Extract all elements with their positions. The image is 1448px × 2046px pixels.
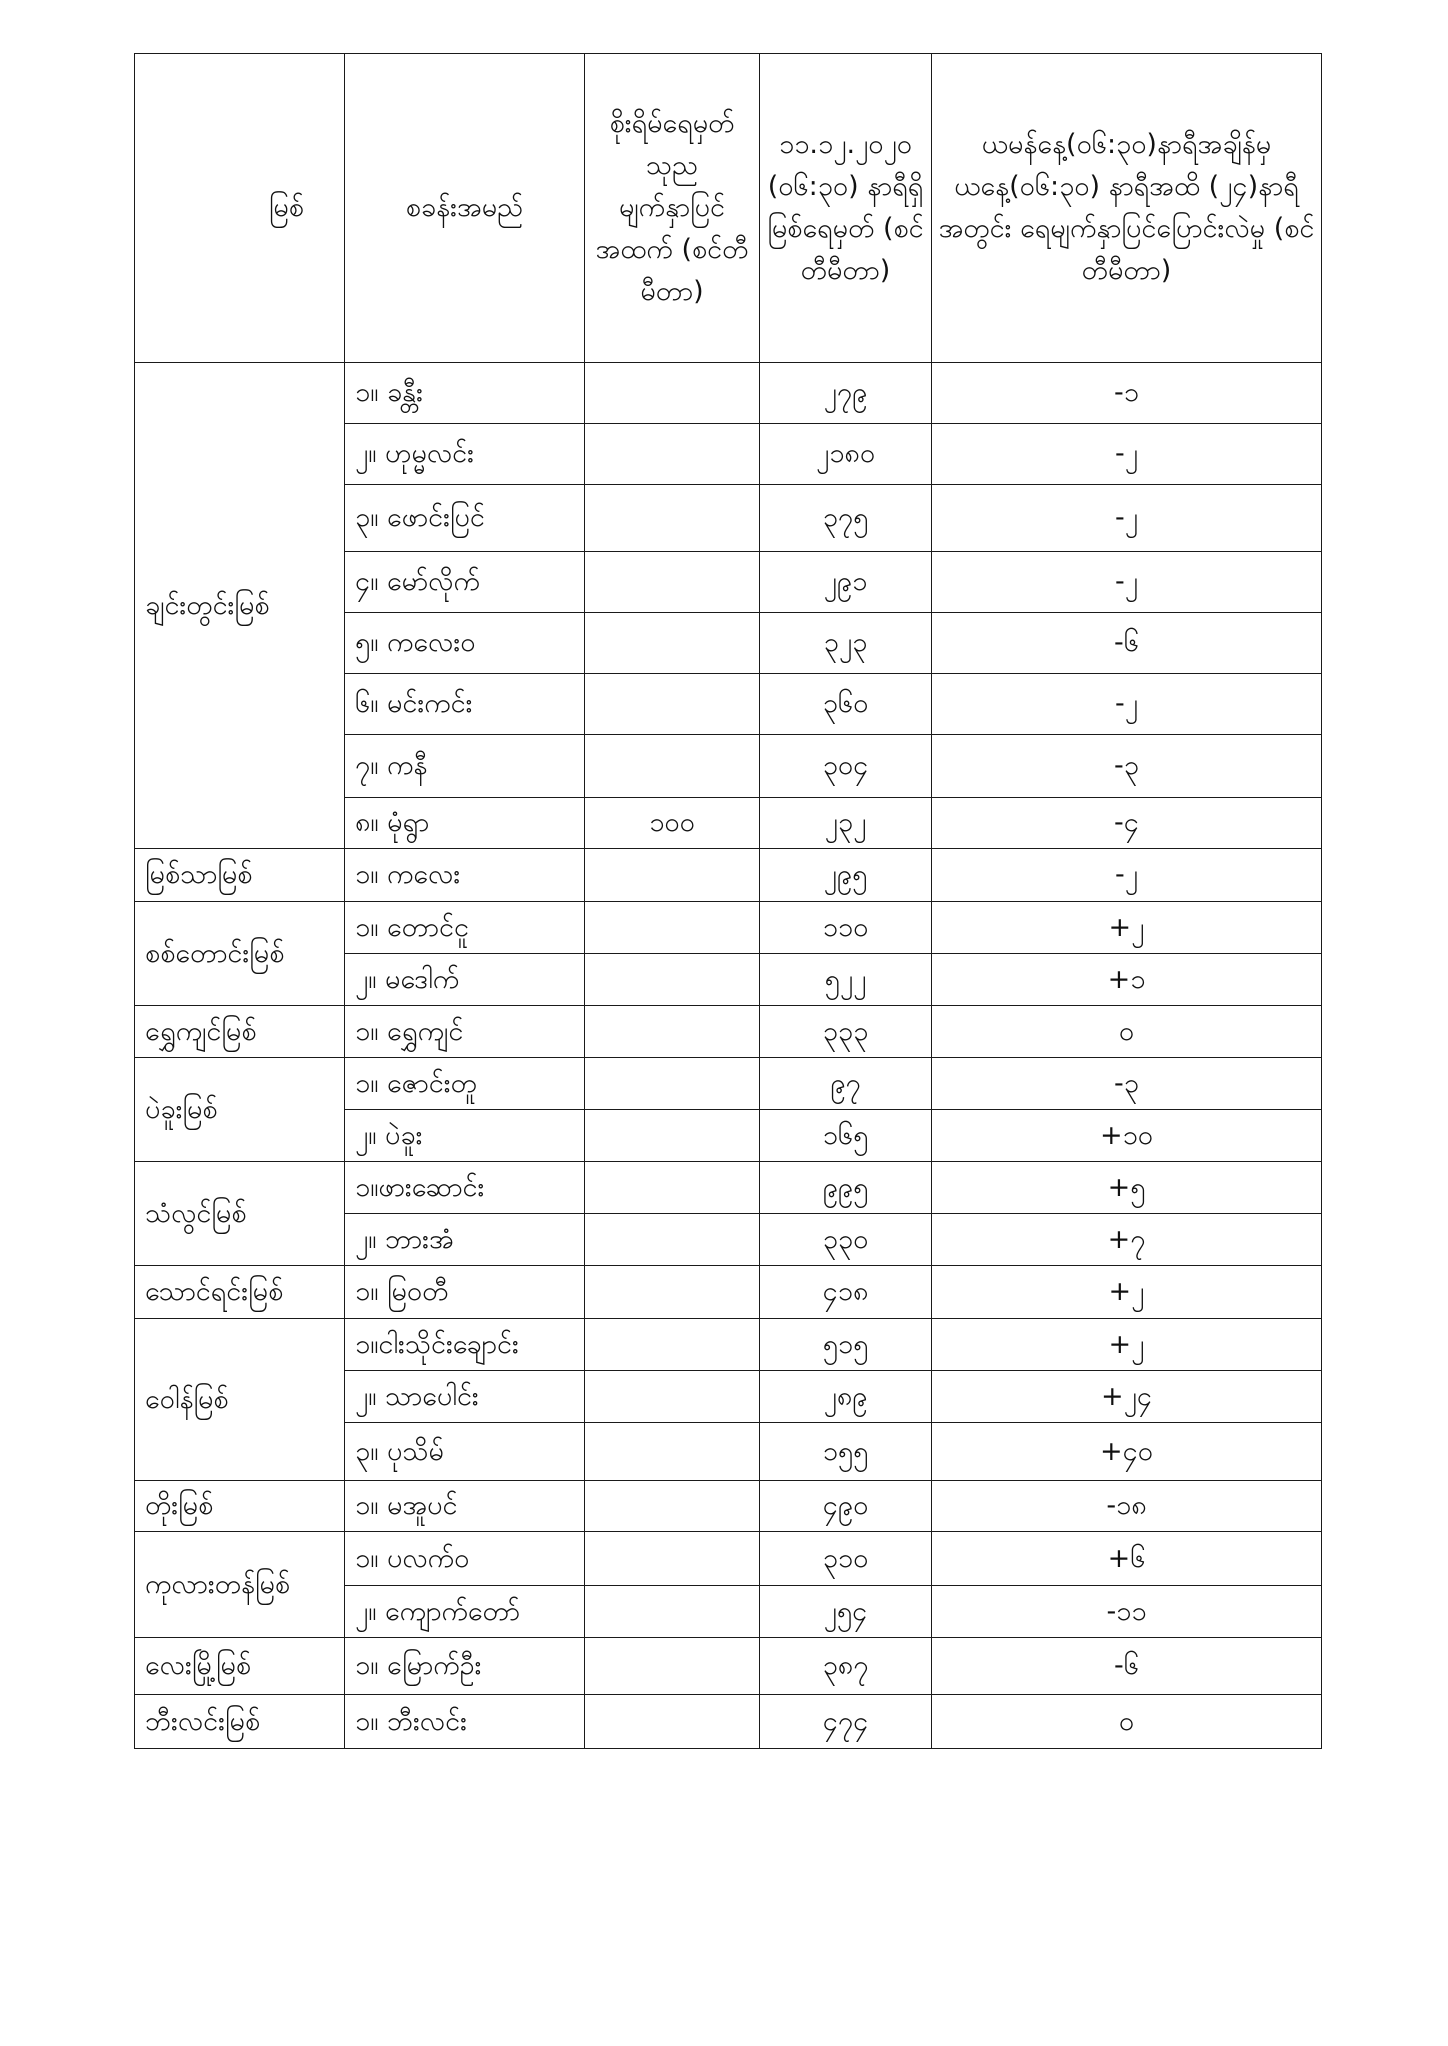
level-change-cell: -၂ [932,485,1322,552]
water-level-cell: ၃၈၇ [760,1638,932,1695]
level-change-cell: +၂ [932,1319,1322,1371]
level-change-cell: -၁ [932,363,1322,424]
station-name-cell: ၄။ မော်လိုက် [345,552,585,613]
level-change-cell: +၁ [932,954,1322,1006]
table-row [135,1162,1322,1214]
danger-level-cell [585,1481,760,1532]
station-name-cell: ၃။ ဖောင်းပြင် [345,485,585,552]
water-level-cell: ၂၈၉ [760,1371,932,1423]
header-24h-change: ယမန်နေ့(၀၆:၃၀)နာရီအချိန်မှ ယနေ့(၀၆:၃၀) နာရီအထိ (၂၄)နာရီအတွင်း ရေမျက်နှာပြင်ပြောင်းလဲမှု (စင်တီမီတာ) [932,54,1322,363]
station-name-cell: ၁။ ကလေး [345,849,585,902]
level-change-cell: +၂၄ [932,1371,1322,1423]
water-level-cell: ၉၉၅ [760,1162,932,1214]
level-change-cell: +၂ [932,1266,1322,1319]
station-name-cell: ၁။ငါးသိုင်းချောင်း [345,1319,585,1371]
water-level-cell: ၂၁၈၀ [760,424,932,485]
level-change-cell: -၂ [932,674,1322,735]
station-name-cell: ၁။ တောင်ငူ [345,902,585,954]
station-name-cell: ၁။ ပလက်ဝ [345,1532,585,1586]
level-change-cell: -၂ [932,552,1322,613]
water-level-cell: ၃၂၃ [760,613,932,674]
level-change-cell: +၂ [932,902,1322,954]
river-name-cell: ရွှေကျင်မြစ် [135,1006,345,1058]
table-row [135,1532,1322,1586]
river-name-cell: တိုးမြစ် [135,1481,345,1532]
level-change-cell: -၃ [932,735,1322,798]
level-change-cell: ၀ [932,1695,1322,1749]
water-level-cell: ၃၆၀ [760,674,932,735]
danger-level-cell [585,1423,760,1481]
level-change-cell: -၆ [932,1638,1322,1695]
danger-level-cell [585,485,760,552]
water-level-cell: ၃၃၀ [760,1214,932,1266]
water-level-cell: ၅၂၂ [760,954,932,1006]
danger-level-cell [585,674,760,735]
table-row [135,849,1322,902]
water-level-cell: ၅၁၅ [760,1319,932,1371]
level-change-cell: -၆ [932,613,1322,674]
water-level-cell: ၂၅၄ [760,1586,932,1638]
water-level-cell: ၄၁၈ [760,1266,932,1319]
station-name-cell: ၆။ မင်းကင်း [345,674,585,735]
level-change-cell: +၇ [932,1214,1322,1266]
table-row [135,1319,1322,1371]
station-name-cell: ၈။ မုံရွာ [345,798,585,849]
danger-level-cell [585,954,760,1006]
station-name-cell: ၁။ ခန္တီး [345,363,585,424]
table-row [135,1058,1322,1110]
danger-level-cell [585,1214,760,1266]
danger-level-cell [585,1638,760,1695]
header-water-level: ၁၁.၁၂.၂၀၂၀ (၀၆:၃၀) နာရီရှိ မြစ်ရေမှတ် (စင်တီမီတာ) [760,54,932,363]
station-name-cell: ၅။ ကလေးဝ [345,613,585,674]
station-name-cell: ၂။ ပဲခူး [345,1110,585,1162]
water-level-cell: ၂၇၉ [760,363,932,424]
station-name-cell: ၂။ ကျောက်တော် [345,1586,585,1638]
river-name-cell: ကုလားတန်မြစ် [135,1532,345,1638]
river-name-cell: ဘီးလင်းမြစ် [135,1695,345,1749]
water-level-cell: ၃၁၀ [760,1532,932,1586]
level-change-cell: -၄ [932,798,1322,849]
station-name-cell: ၂။ ဘားအံ [345,1214,585,1266]
station-name-cell: ၂။ မဒေါက် [345,954,585,1006]
danger-level-cell [585,1586,760,1638]
station-name-cell: ၂။ သာပေါင်း [345,1371,585,1423]
danger-level-cell: ၁၀၀ [585,798,760,849]
table-header [135,54,1322,363]
river-name-cell: သောင်ရင်းမြစ် [135,1266,345,1319]
table-row [135,1006,1322,1058]
danger-level-cell [585,1266,760,1319]
level-change-cell: +၅ [932,1162,1322,1214]
danger-level-cell [585,1532,760,1586]
water-level-cell: ၄၇၄ [760,1695,932,1749]
danger-level-cell [585,1319,760,1371]
water-level-cell: ၁၅၅ [760,1423,932,1481]
water-level-cell: ၉၇ [760,1058,932,1110]
level-change-cell: -၁၁ [932,1586,1322,1638]
level-change-cell: -၁၈ [932,1481,1322,1532]
water-level-cell: ၂၃၂ [760,798,932,849]
danger-level-cell [585,613,760,674]
level-change-cell: +၁၀ [932,1110,1322,1162]
river-gauge-table [134,53,1322,1749]
table-row [135,363,1322,424]
water-level-cell: ၃၃၃ [760,1006,932,1058]
water-level-cell: ၃၀၄ [760,735,932,798]
danger-level-cell [585,902,760,954]
danger-level-cell [585,1162,760,1214]
water-level-cell: ၁၁၀ [760,902,932,954]
station-name-cell: ၁။ ဘီးလင်း [345,1695,585,1749]
water-level-cell: ၄၉၀ [760,1481,932,1532]
danger-level-cell [585,1110,760,1162]
danger-level-cell [585,424,760,485]
header-station: စခန်းအမည် [345,54,585,363]
water-level-cell: ၂၉၁ [760,552,932,613]
table-row [135,902,1322,954]
header-danger-level: စိုးရိမ်ရေမှတ် သုည မျက်နှာပြင် အထက် (စင်တီမီတာ) [585,54,760,363]
danger-level-cell [585,1006,760,1058]
river-name-cell: ဝေါန်မြစ် [135,1319,345,1481]
danger-level-cell [585,1371,760,1423]
level-change-cell: +၄၀ [932,1423,1322,1481]
table-body [135,363,1322,1749]
station-name-cell: ၁။ မအူပင် [345,1481,585,1532]
river-name-cell: ပဲခူးမြစ် [135,1058,345,1162]
level-change-cell: -၃ [932,1058,1322,1110]
table-row [135,1481,1322,1532]
danger-level-cell [585,363,760,424]
level-change-cell: -၂ [932,424,1322,485]
station-name-cell: ၃။ ပုသိမ် [345,1423,585,1481]
station-name-cell: ၇။ ကနီ [345,735,585,798]
station-name-cell: ၂။ ဟုမ္မလင်း [345,424,585,485]
water-level-cell: ၂၉၅ [760,849,932,902]
station-name-cell: ၁။ ရွှေကျင် [345,1006,585,1058]
water-level-cell: ၁၆၅ [760,1110,932,1162]
danger-level-cell [585,552,760,613]
station-name-cell: ၁။ မြဝတီ [345,1266,585,1319]
level-change-cell: -၂ [932,849,1322,902]
table-row [135,1695,1322,1749]
table-row [135,1266,1322,1319]
level-change-cell: +၆ [932,1532,1322,1586]
river-name-cell: စစ်တောင်းမြစ် [135,902,345,1006]
table-row [135,1638,1322,1695]
station-name-cell: ၁။ မြောက်ဦး [345,1638,585,1695]
danger-level-cell [585,849,760,902]
river-name-cell: သံလွင်မြစ် [135,1162,345,1266]
level-change-cell: ၀ [932,1006,1322,1058]
river-name-cell: မြစ်သာမြစ် [135,849,345,902]
header-river: မြစ် [135,54,345,363]
station-name-cell: ၁။ ဇောင်းတူ [345,1058,585,1110]
danger-level-cell [585,735,760,798]
header-row [135,54,1322,363]
danger-level-cell [585,1058,760,1110]
water-level-cell: ၃၇၅ [760,485,932,552]
river-name-cell: လေးမြို့မြစ် [135,1638,345,1695]
station-name-cell: ၁။ဖားဆောင်း [345,1162,585,1214]
river-name-cell: ချင်းတွင်းမြစ် [135,363,345,849]
danger-level-cell [585,1695,760,1749]
